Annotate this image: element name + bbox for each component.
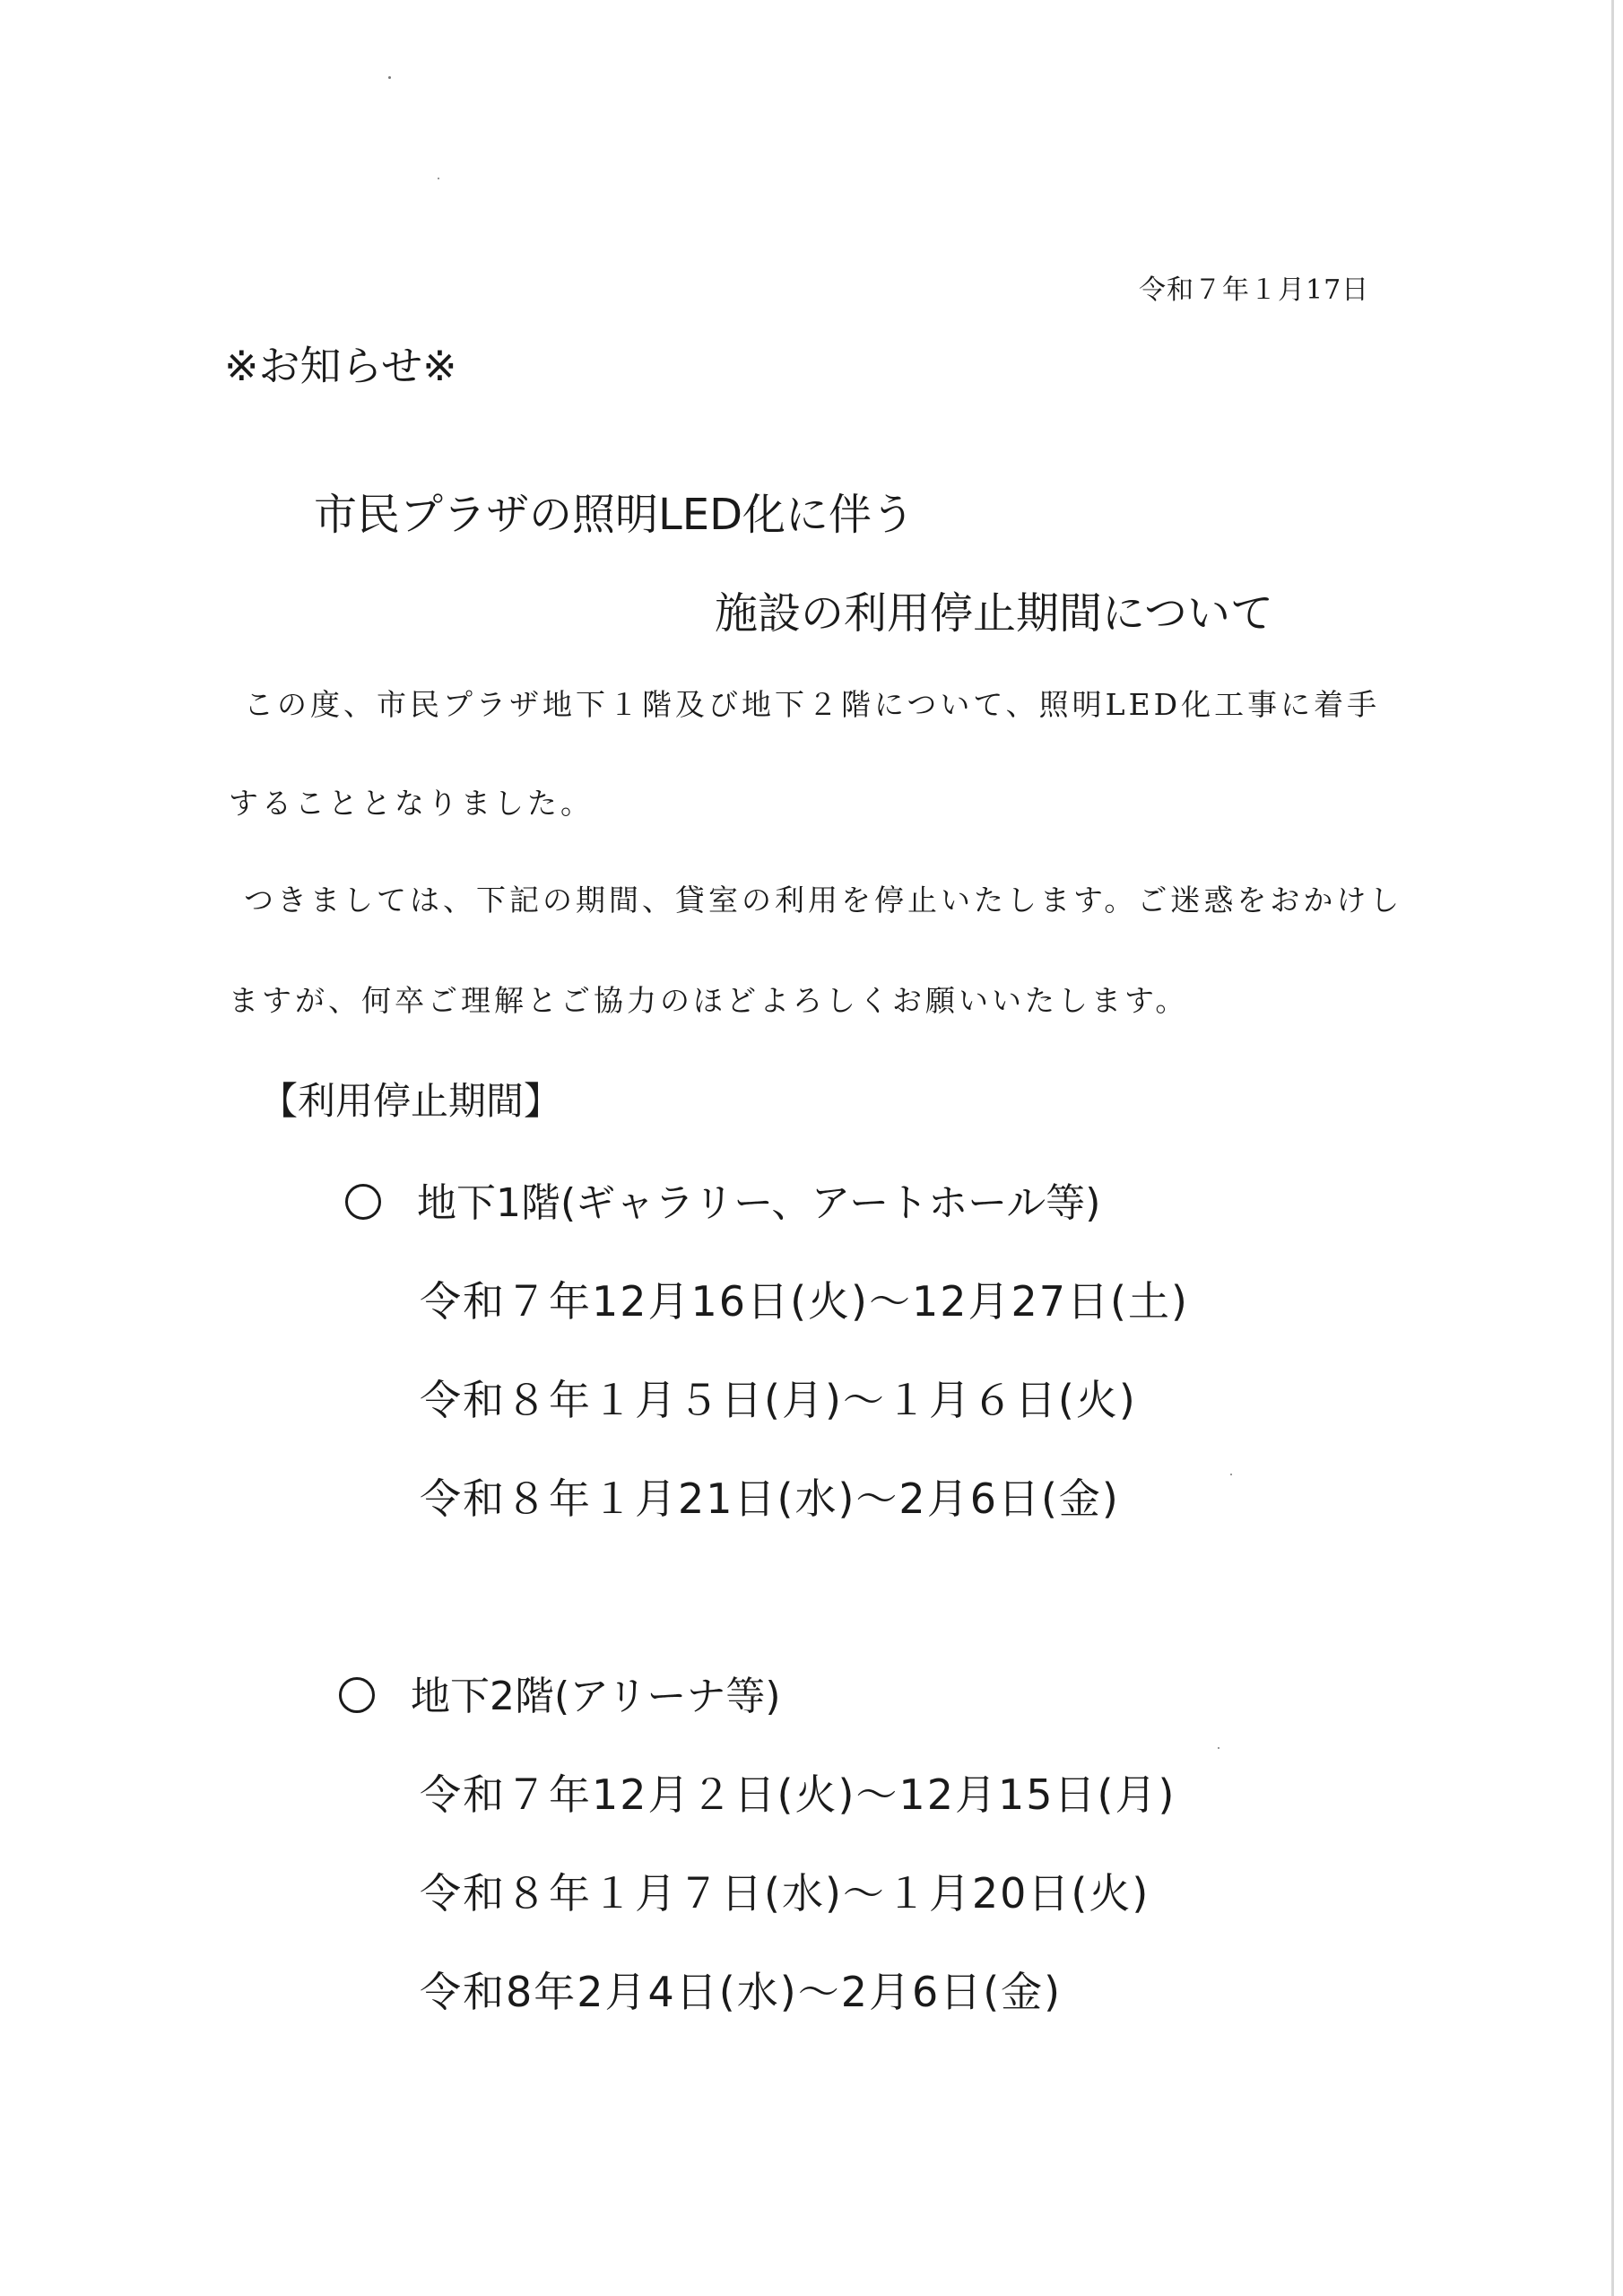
section-title: 【利用停止期間】	[260, 1079, 562, 1123]
issue-date: 令和７年１月17日	[1139, 274, 1370, 306]
circle-bullet-icon	[345, 1184, 381, 1220]
period-b1-3: 令和８年１月21日(水)～2月6日(金)	[420, 1474, 1120, 1523]
scan-speck	[1230, 1474, 1232, 1475]
scan-speck	[438, 178, 439, 179]
scan-speck	[1218, 1747, 1219, 1749]
notice-label: ※お知らせ※	[224, 342, 457, 390]
title-line-2: 施設の利用停止期間について	[715, 588, 1274, 639]
circle-bullet-icon	[339, 1677, 375, 1713]
floor-heading-b1	[345, 1170, 1100, 1228]
paragraph-1-line-2: することとなりました。	[229, 786, 594, 821]
paragraph-2-line-2: ますが、何卒ご理解とご協力のほどよろしくお願いいたします。	[229, 983, 1189, 1018]
period-b2-1: 令和７年12月２日(火)～12月15日(月)	[420, 1770, 1176, 1819]
period-b1-2: 令和８年１月５日(月)～１月６日(火)	[420, 1376, 1137, 1424]
period-b2-2: 令和８年１月７日(水)～１月20日(火)	[420, 1869, 1150, 1918]
title-line-1: 市民プラザの照明LED化に伴う	[314, 490, 916, 540]
paragraph-1-line-1: この度、市民プラザ地下１階及び地下２階について、照明LED化工事に着手	[244, 687, 1381, 722]
paragraph-2-line-1: つきましては、下記の期間、貸室の利用を停止いたします。ご迷惑をおかけし	[244, 883, 1403, 918]
floor-heading-text: 地下2階(アリーナ等)	[411, 1674, 781, 1719]
floor-heading-text: 地下1階(ギャラリー、アートホール等)	[417, 1180, 1101, 1226]
period-b2-3: 令和8年2月4日(水)～2月6日(金)	[420, 1968, 1063, 2016]
scan-speck	[388, 76, 391, 79]
scan-edge-line	[1611, 0, 1614, 2296]
period-b1-1: 令和７年12月16日(火)～12月27日(土)	[420, 1277, 1189, 1326]
floor-heading-b2	[339, 1664, 781, 1721]
